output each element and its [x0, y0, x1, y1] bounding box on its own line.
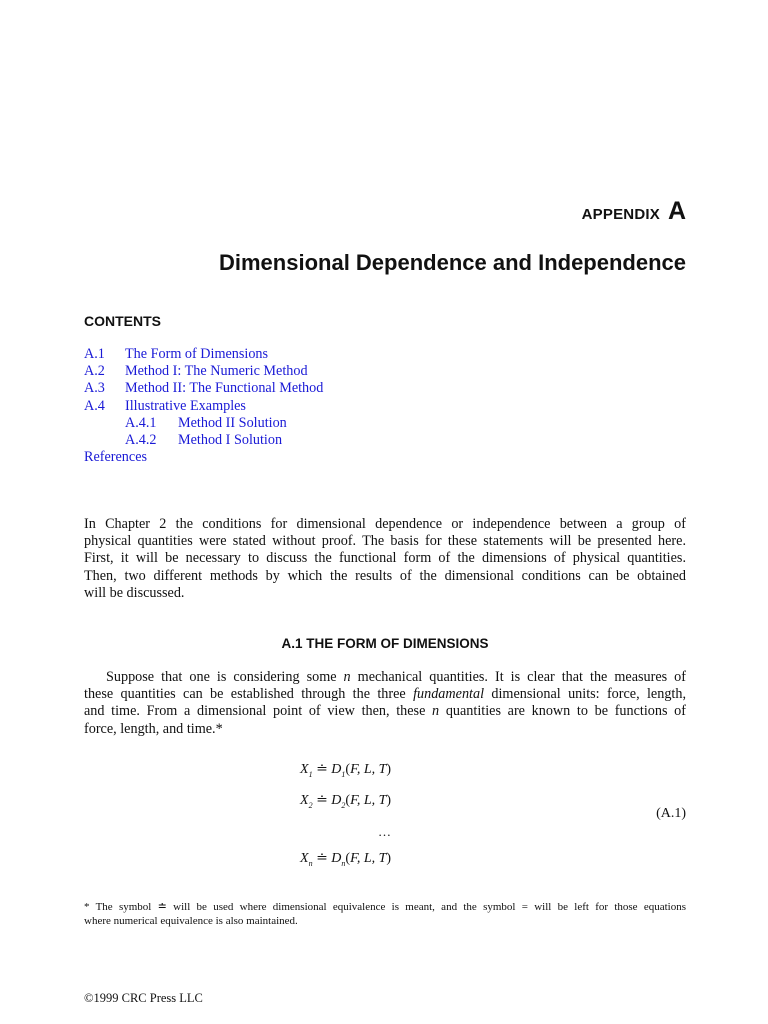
page-title: Dimensional Dependence and Independence	[219, 250, 686, 275]
equation-row-2: $X_2$ ≐ $D_2(F$, L, T)	[300, 793, 392, 810]
toc-link-a41[interactable]	[84, 415, 524, 432]
paragraph-line: Then, two different methods by which the results of the dimensional conditions can be obtained	[84, 567, 686, 584]
toc-number: A.4.2	[125, 431, 157, 448]
equation-row-1: $X_1$ ≐ $D_1(F$, L, T)	[300, 762, 392, 779]
equation-row-n: $X_n$ ≐ $D_n(F$, L, T)	[300, 851, 392, 868]
toc-label: References	[84, 449, 148, 466]
equation-number: (A.1)	[656, 806, 686, 821]
appendix-label	[582, 197, 686, 226]
footnote	[84, 900, 686, 928]
intro-paragraph	[84, 516, 686, 602]
contents-heading: CONTENTS	[84, 313, 161, 329]
toc-link-a2[interactable]	[84, 363, 524, 380]
toc-link-a3[interactable]	[84, 380, 524, 397]
toc-label: Method I Solution	[178, 431, 283, 448]
toc-label: Method II: The Functional Method	[125, 380, 324, 397]
footnote-line: * The symbol ≐ will be used where dimensional equivalence is meant, and the symbol = will be left for those equations	[84, 901, 686, 913]
toc-label: Method II Solution	[178, 414, 287, 431]
paragraph-line: force, length, and time.*	[84, 720, 223, 737]
footnote-line: where numerical equivalence is also maintained.	[84, 915, 298, 927]
toc-link-references[interactable]	[84, 449, 524, 466]
paragraph-line: Suppose that one is considering some n mechanical quantities. It is clear that the measures of	[106, 669, 686, 685]
toc-number: A.1	[84, 346, 105, 362]
toc-number: A.4.1	[125, 414, 157, 431]
paragraph-line: First, it will be necessary to discuss the functional form of the dimensions of physical quantities.	[84, 550, 686, 567]
paragraph-line: will be discussed.	[84, 584, 185, 601]
section-heading: A.1 THE FORM OF DIMENSIONS	[281, 636, 489, 651]
toc-label: Illustrative Examples	[125, 397, 246, 414]
toc-number: A.4	[84, 397, 105, 414]
equation-ellipsis: …	[378, 824, 391, 839]
toc-number: A.3	[84, 380, 105, 397]
section-paragraph	[84, 669, 686, 738]
paragraph-line: In Chapter 2 the conditions for dimensional dependence or independence between a group of	[84, 516, 686, 532]
appendix-word: APPENDIX	[581, 206, 660, 223]
toc-link-a42[interactable]	[84, 432, 524, 449]
appendix-letter: A	[667, 197, 686, 225]
toc-label: The Form of Dimensions	[125, 346, 269, 362]
table-of-contents	[84, 346, 524, 466]
toc-link-a1[interactable]	[84, 346, 524, 363]
paragraph-line: physical quantities were stated without proof. The basis for these statements will be presented here.	[84, 533, 686, 550]
copyright-notice: ©1999 CRC Press LLC	[84, 991, 203, 1005]
toc-number: A.2	[84, 363, 105, 380]
paragraph-line: and time. From a dimensional point of view then, these n quantities are known to be functions of	[84, 703, 686, 720]
toc-label: Method I: The Numeric Method	[125, 363, 308, 380]
paragraph-line: these quantities can be established through the three fundamental dimensional units: force, length,	[84, 686, 686, 703]
toc-link-a4[interactable]	[84, 398, 524, 415]
